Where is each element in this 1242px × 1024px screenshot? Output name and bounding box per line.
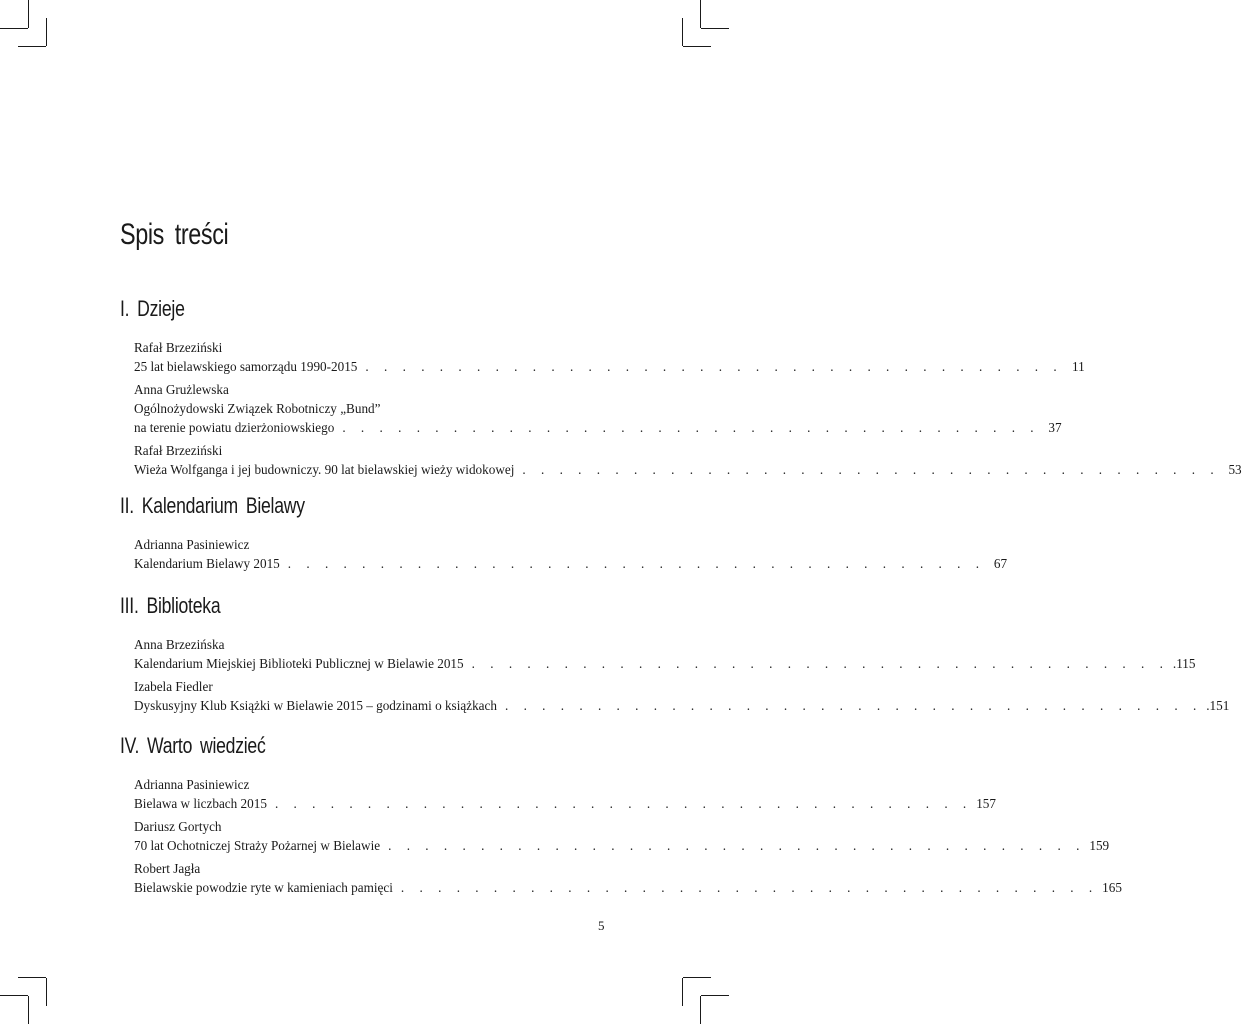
entry-page: 159 bbox=[1089, 838, 1110, 853]
entry-title: Wieża Wolfganga i jej budowniczy. 90 lat bielawskiej wieży widokowej bbox=[134, 462, 515, 477]
entry-title: Bielawa w liczbach 2015 bbox=[134, 796, 267, 811]
leader-dots: . . . . . . . . . . . . . . . . . . . . . . . . . . . . . . . . . . . . . . bbox=[471, 656, 1169, 671]
section-heading: III. Biblioteka bbox=[120, 593, 221, 618]
entry-title: Ogólnożydowski Związek Robotniczy „Bund” bbox=[134, 401, 381, 416]
toc-entry bbox=[134, 635, 1196, 673]
leader-dots: . . . . . . . . . . . . . . . . . . . . . . . . . . . . . . . . . . . . . . bbox=[504, 698, 1203, 713]
crop-mark bbox=[18, 46, 46, 47]
crop-mark bbox=[28, 996, 29, 1024]
crop-mark bbox=[0, 28, 28, 29]
entry-page: 11 bbox=[1071, 359, 1085, 374]
entry-title-row bbox=[134, 554, 1008, 573]
leader-dots: . . . . . . . . . . . . . . . . . . . . . . . . . . . . . . . . . . . . . . bbox=[522, 462, 1220, 477]
toc-section-kalendarium bbox=[120, 493, 1008, 577]
entry-page: 37 bbox=[1048, 420, 1062, 435]
crop-mark bbox=[18, 977, 46, 978]
section-heading: I. Dzieje bbox=[120, 296, 185, 321]
toc-entry bbox=[134, 677, 1230, 715]
entry-title-row bbox=[134, 460, 1242, 479]
entry-title: Bielawskie powodzie ryte w kamieniach pamięci bbox=[134, 880, 393, 895]
entry-title-row bbox=[134, 878, 1122, 897]
crop-mark bbox=[28, 0, 29, 28]
entry-page: 67 bbox=[993, 556, 1008, 571]
toc-section-biblioteka bbox=[120, 593, 1230, 719]
entry-title: na terenie powiatu dzierżoniowskiego bbox=[134, 420, 335, 435]
entry-title-row bbox=[134, 836, 1110, 855]
entry-title: Dyskusyjny Klub Książki w Bielawie 2015 – godzinami o książkach bbox=[134, 698, 497, 713]
crop-mark bbox=[683, 46, 711, 47]
section-heading: IV. Warto wiedzieć bbox=[120, 733, 266, 758]
crop-mark bbox=[701, 28, 729, 29]
entry-page: 53 bbox=[1228, 462, 1242, 477]
entry-page: 157 bbox=[976, 796, 996, 811]
leader-dots: . . . . . . . . . . . . . . . . . . . . . . . . . . . . . . . . . . . . . . bbox=[274, 796, 973, 811]
toc-entry bbox=[134, 817, 1110, 855]
toc-entry bbox=[134, 338, 1085, 376]
entry-title: 70 lat Ochotniczej Straży Pożarnej w Bielawie bbox=[134, 838, 381, 853]
leader-dots: . . . . . . . . . . . . . . . . . . . . . . . . . . . . . . . . . . . . . . bbox=[388, 838, 1086, 853]
entry-author: Dariusz Gortych bbox=[134, 819, 222, 834]
entry-title-row bbox=[134, 794, 996, 813]
toc-entry bbox=[134, 535, 1008, 573]
entry-title-row bbox=[134, 696, 1230, 715]
entry-author: Robert Jagła bbox=[134, 861, 201, 876]
crop-mark bbox=[700, 0, 701, 28]
entry-title: Kalendarium Miejskiej Biblioteki Publicznej w Bielawie 2015 bbox=[134, 656, 464, 671]
entry-page: 165 bbox=[1102, 880, 1122, 895]
crop-mark bbox=[46, 978, 47, 1006]
crop-mark bbox=[682, 18, 683, 46]
toc-entry bbox=[134, 859, 1122, 897]
crop-mark bbox=[46, 18, 47, 46]
entry-author: Anna Brzezińska bbox=[134, 637, 225, 652]
crop-mark bbox=[700, 996, 701, 1024]
entry-author: Rafał Brzeziński bbox=[134, 340, 223, 355]
leader-dots: . . . . . . . . . . . . . . . . . . . . . . . . . . . . . . . . . . . . . . bbox=[287, 556, 986, 571]
crop-mark bbox=[682, 978, 683, 1006]
section-heading: II. Kalendarium Bielawy bbox=[120, 493, 305, 518]
toc-entry bbox=[134, 775, 996, 813]
entry-author: Rafał Brzeziński bbox=[134, 443, 223, 458]
entry-author: Izabela Fiedler bbox=[134, 679, 213, 694]
entry-page: .151 bbox=[1206, 698, 1230, 713]
entry-author: Adrianna Pasiniewicz bbox=[134, 537, 250, 552]
leader-dots: . . . . . . . . . . . . . . . . . . . . . . . . . . . . . . . . . . . . . . bbox=[400, 880, 1099, 895]
entry-title: 25 lat bielawskiego samorządu 1990-2015 bbox=[134, 359, 358, 374]
toc-entry bbox=[134, 441, 1242, 479]
toc-section-dzieje bbox=[120, 296, 1242, 483]
entry-title: Kalendarium Bielawy 2015 bbox=[134, 556, 280, 571]
crop-mark bbox=[701, 995, 729, 996]
entry-author: Adrianna Pasiniewicz bbox=[134, 777, 250, 792]
toc-entry bbox=[134, 380, 1062, 437]
entry-author: Anna Grużlewska bbox=[134, 382, 229, 397]
entry-title-row bbox=[134, 418, 1062, 437]
footer-page-number: 5 bbox=[598, 918, 605, 933]
entry-title-row bbox=[134, 654, 1196, 673]
leader-dots: . . . . . . . . . . . . . . . . . . . . . . . . . . . . . . . . . . . . . . bbox=[342, 420, 1040, 435]
entry-page: .115 bbox=[1172, 656, 1196, 671]
toc-section-warto-wiedziec bbox=[120, 733, 1122, 901]
crop-mark bbox=[0, 995, 28, 996]
crop-mark bbox=[683, 977, 711, 978]
leader-dots: . . . . . . . . . . . . . . . . . . . . . . . . . . . . . . . . . . . . . . bbox=[365, 359, 1063, 374]
entry-title-row bbox=[134, 357, 1085, 376]
page-title: Spis treści bbox=[120, 218, 229, 251]
